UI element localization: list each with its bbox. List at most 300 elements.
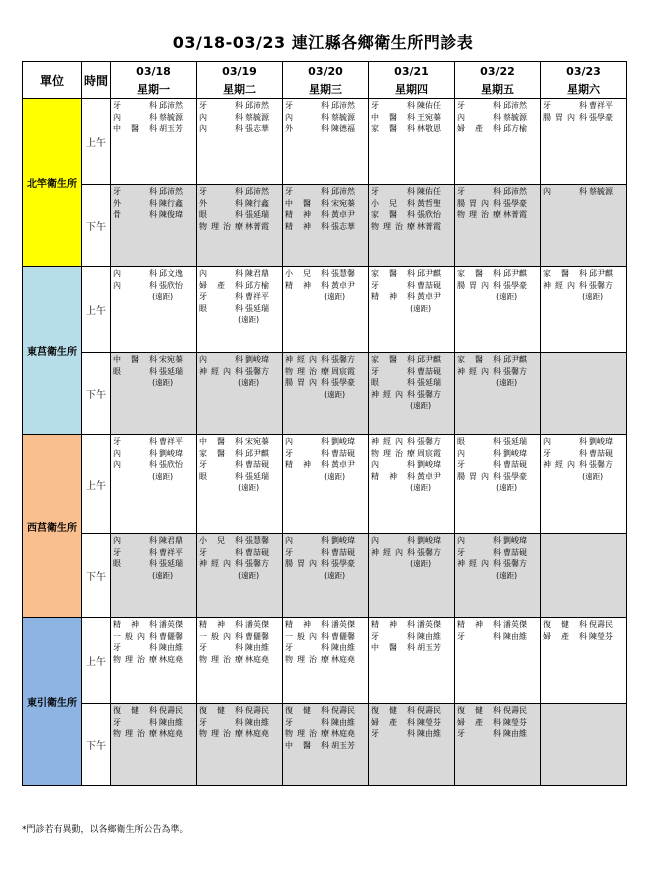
schedule-cell: [111, 435, 197, 534]
doctor-name: 劉峻瑋: [589, 437, 613, 446]
remote-note: (遠距): [496, 570, 517, 580]
schedule-cell: [369, 353, 455, 435]
doctor-name: 黃卓尹: [417, 292, 441, 302]
schedule-cell: [455, 435, 541, 534]
specialty: 神經內科: [199, 366, 243, 376]
clinic-entry: [285, 112, 367, 124]
schedule-cell: [541, 267, 627, 353]
clinic-entry: [285, 535, 367, 547]
clinic-entry: [371, 642, 453, 654]
specialty: 內科: [199, 269, 243, 278]
specialty: 小兒科: [371, 198, 415, 208]
schedule-cell: [541, 534, 627, 618]
station-name: 東莒衛生所: [23, 267, 82, 435]
remote-note: (遠距): [238, 378, 259, 388]
clinic-entry: [199, 547, 281, 559]
doctor-name: 張延瑞: [245, 303, 269, 313]
time-slot-label: 下午: [82, 353, 111, 435]
doctor-name: 黃卓尹: [331, 210, 355, 220]
specialty: 牙科: [457, 729, 501, 739]
specialty: 一般內科: [285, 631, 329, 641]
schedule-cell: [197, 353, 283, 435]
clinic-entry: [543, 448, 625, 460]
doctor-name: 劉峻瑋: [417, 460, 441, 470]
time-slot-label: 下午: [82, 704, 111, 786]
clinic-entry: [199, 448, 281, 460]
doctor-name: 張馨方: [503, 366, 527, 376]
doctor-name: 林庭堯: [159, 654, 183, 664]
specialty: 內科: [113, 269, 157, 278]
doctor-name: 陳由維: [503, 729, 527, 739]
specialty: 牙科: [285, 448, 329, 458]
clinic-entry: [285, 619, 367, 631]
clinic-entry: [285, 186, 367, 198]
specialty: 物理治療: [199, 654, 243, 664]
clinic-entry: [371, 209, 453, 221]
specialty: 復健科: [457, 706, 501, 715]
specialty: 牙科: [371, 366, 415, 376]
doctor-name: 陳行鑫: [245, 198, 269, 208]
doctor-name: 曹祥平: [589, 101, 613, 110]
specialty: 精神科: [457, 620, 501, 629]
doctor-name: 陳由維: [417, 631, 441, 641]
specialty: 牙科: [457, 101, 501, 110]
specialty: 家醫科: [371, 355, 415, 364]
clinic-entry: [285, 280, 367, 292]
clinic-entry: [457, 728, 539, 740]
clinic-entry: [199, 459, 281, 471]
specialty: 精神科: [285, 460, 329, 470]
doctor-name: 邱沛然: [503, 187, 527, 196]
clinic-entry: [457, 547, 539, 559]
doctor-name: 陳德福: [331, 124, 355, 134]
clinic-entry: [457, 198, 539, 210]
schedule-cell: [111, 185, 197, 267]
specialty: 牙科: [457, 460, 501, 470]
doctor-name: 倪壽民: [245, 706, 269, 715]
schedule-cell: [455, 618, 541, 704]
specialty: 中醫科: [199, 437, 243, 446]
doctor-name: 邱文逸: [159, 269, 183, 278]
doctor-name: 曹喆硯: [245, 547, 269, 557]
specialty: 神經內科: [457, 559, 501, 569]
specialty: 物理治療: [285, 729, 329, 739]
specialty: 物理治療: [113, 654, 157, 664]
doctor-name: 邱尹麒: [589, 269, 613, 278]
specialty: 復健科: [285, 706, 329, 715]
specialty: 牙科: [113, 101, 157, 110]
schedule-cell: [197, 435, 283, 534]
clinic-entry: [457, 280, 539, 292]
clinic-entry: [113, 354, 195, 366]
doctor-name: 張欣怡: [159, 280, 183, 290]
specialty: 外科: [113, 198, 157, 208]
remote-note: (遠距): [324, 389, 345, 399]
clinic-entry: [199, 354, 281, 366]
specialty: 家醫科: [457, 269, 501, 278]
doctor-name: 曹儷馨: [159, 631, 183, 641]
schedule-cell: [455, 534, 541, 618]
schedule-cell: [541, 704, 627, 786]
clinic-entry: [285, 436, 367, 448]
clinic-entry: [285, 366, 367, 378]
specialty: 內科: [199, 355, 243, 364]
specialty: 復健科: [543, 620, 587, 629]
clinic-entry: [199, 221, 281, 233]
date-header: 03/23: [541, 62, 627, 81]
doctor-name: 宋宛蓁: [331, 198, 355, 208]
clinic-entry: [113, 366, 195, 378]
doctor-name: 周宸霞: [331, 366, 355, 376]
clinic-entry: [199, 186, 281, 198]
clinic-entry: [371, 198, 453, 210]
clinic-entry: [285, 705, 367, 717]
schedule-cell: [541, 435, 627, 534]
specialty: 物理治療: [371, 221, 415, 231]
time-header: 時間: [82, 62, 111, 99]
clinic-entry: [199, 558, 281, 570]
schedule-cell: [369, 99, 455, 185]
schedule-cell: [455, 99, 541, 185]
doctor-name: 張慧馨: [331, 269, 355, 278]
doctor-name: 邱尹麒: [503, 355, 527, 364]
specialty: 骨科: [113, 210, 157, 220]
schedule-cell: [455, 353, 541, 435]
time-slot-label: 上午: [82, 618, 111, 704]
clinic-entry: [113, 717, 195, 729]
time-slot-label: 下午: [82, 534, 111, 618]
schedule-cell: [197, 185, 283, 267]
remote-note: (遠距): [324, 471, 345, 481]
date-header: 03/18: [111, 62, 197, 81]
specialty: 眼科: [457, 437, 501, 446]
doctor-name: 潘英傑: [245, 620, 269, 629]
specialty: 精神科: [285, 280, 329, 290]
doctor-name: 邱方榆: [245, 280, 269, 290]
doctor-name: 曹儷馨: [245, 631, 269, 641]
clinic-entry: [113, 547, 195, 559]
doctor-name: 張欣怡: [159, 460, 183, 470]
clinic-entry: [113, 186, 195, 198]
doctor-name: 蔡毓源: [159, 112, 183, 122]
clinic-entry: [285, 209, 367, 221]
specialty: 神經內科: [199, 559, 243, 569]
specialty: 內科: [113, 448, 157, 458]
remote-note: (遠距): [324, 292, 345, 302]
specialty: 內科: [457, 112, 501, 122]
remote-note: (遠距): [496, 483, 517, 493]
remote-note: (遠距): [410, 401, 431, 411]
specialty: 物理治療: [199, 221, 243, 231]
doctor-name: 林庭堯: [245, 654, 269, 664]
clinic-entry: [285, 354, 367, 366]
doctor-name: 張延瑞: [245, 471, 269, 481]
specialty: 精神科: [371, 471, 415, 481]
specialty: 物理治療: [371, 448, 415, 458]
date-header: 03/22: [455, 62, 541, 81]
specialty: 物理治療: [113, 729, 157, 739]
specialty: 牙科: [285, 717, 329, 727]
clinic-entry: [199, 112, 281, 124]
specialty: 一般內科: [113, 631, 157, 641]
clinic-entry: [457, 112, 539, 124]
clinic-entry: [285, 654, 367, 666]
specialty: 婦產科: [199, 280, 243, 290]
doctor-name: 陳佑任: [417, 101, 441, 110]
doctor-name: 張志華: [245, 124, 269, 134]
doctor-name: 曹喆硯: [331, 448, 355, 458]
specialty: 眼科: [199, 471, 243, 481]
clinic-entry: [457, 366, 539, 378]
clinic-entry: [199, 268, 281, 280]
specialty: 外科: [285, 124, 329, 134]
doctor-name: 曹喆硯: [503, 547, 527, 557]
doctor-name: 黃卓尹: [417, 471, 441, 481]
specialty: 牙科: [199, 101, 243, 110]
clinic-entry: [199, 100, 281, 112]
clinic-entry: [457, 436, 539, 448]
doctor-name: 陳由維: [159, 717, 183, 727]
doctor-name: 陳由維: [331, 717, 355, 727]
clinic-entry: [371, 280, 453, 292]
remote-note: (遠距): [582, 471, 603, 481]
specialty: 精神科: [285, 210, 329, 220]
specialty: 精神科: [371, 620, 415, 629]
doctor-name: 林菁霞: [245, 221, 269, 231]
clinic-entry: [113, 558, 195, 570]
specialty: 牙科: [285, 187, 329, 196]
schedule-cell: [111, 704, 197, 786]
doctor-name: 陳行鑫: [159, 198, 183, 208]
weekday-header: 星期六: [541, 80, 627, 99]
schedule-cell: [111, 618, 197, 704]
clinic-entry: [371, 100, 453, 112]
specialty: 內科: [113, 460, 157, 470]
specialty: 中醫科: [113, 355, 157, 364]
doctor-name: 邱沛然: [331, 101, 355, 110]
clinic-entry: [457, 459, 539, 471]
clinic-entry: [543, 112, 625, 124]
footnote: *門診若有異動，以各鄉衛生所公告為準。: [22, 825, 189, 835]
specialty: 牙科: [199, 547, 243, 557]
doctor-name: 劉峻瑋: [417, 536, 441, 545]
clinic-entry: [285, 377, 367, 389]
doctor-name: 劉峻瑋: [331, 536, 355, 545]
clinic-entry: [457, 448, 539, 460]
schedule-cell: [197, 618, 283, 704]
specialty: 牙科: [371, 280, 415, 290]
doctor-name: 林菁霞: [503, 210, 527, 220]
specialty: 復健科: [113, 706, 157, 715]
doctor-name: 胡玉芳: [159, 124, 183, 134]
doctor-name: 曹祥平: [159, 547, 183, 557]
clinic-entry: [457, 471, 539, 483]
page-title: 03/18-03/23 連江縣各鄉衛生所門診表: [172, 33, 474, 52]
specialty: 牙科: [199, 292, 243, 302]
clinic-entry: [371, 705, 453, 717]
clinic-entry: [371, 112, 453, 124]
specialty: 外科: [199, 198, 243, 208]
specialty: 精神科: [199, 620, 243, 629]
doctor-name: 蔡毓源: [245, 112, 269, 122]
clinic-entry: [199, 642, 281, 654]
doctor-name: 曹喆硯: [331, 547, 355, 557]
clinic-entry: [199, 366, 281, 378]
clinic-entry: [371, 377, 453, 389]
doctor-name: 邱沛然: [245, 187, 269, 196]
schedule-cell: [369, 185, 455, 267]
schedule-row: [23, 185, 627, 267]
specialty: 復健科: [199, 706, 243, 715]
clinic-entry: [371, 123, 453, 135]
clinic-entry: [199, 303, 281, 315]
schedule-cell: [541, 185, 627, 267]
specialty: 精神科: [113, 620, 157, 629]
clinic-entry: [543, 280, 625, 292]
doctor-name: 邱沛然: [331, 187, 355, 196]
doctor-name: 陳瑩芬: [417, 717, 441, 727]
clinic-entry: [113, 459, 195, 471]
clinic-entry: [199, 728, 281, 740]
clinic-entry: [457, 631, 539, 643]
clinic-entry: [285, 198, 367, 210]
clinic-entry: [199, 280, 281, 292]
specialty: 腸胃內科: [543, 112, 587, 122]
clinic-entry: [543, 268, 625, 280]
doctor-name: 胡玉芳: [417, 643, 441, 653]
specialty: 內科: [285, 536, 329, 545]
clinic-entry: [371, 436, 453, 448]
doctor-name: 張學豪: [503, 471, 527, 481]
clinic-entry: [285, 631, 367, 643]
doctor-name: 陳君鼎: [245, 269, 269, 278]
doctor-name: 邱尹麒: [245, 448, 269, 458]
date-header: 03/20: [283, 62, 369, 81]
specialty: 腸胃內科: [457, 280, 501, 290]
schedule-cell: [455, 185, 541, 267]
specialty: 神經內科: [543, 460, 587, 470]
specialty: 中醫科: [371, 112, 415, 122]
specialty: 物理治療: [199, 729, 243, 739]
doctor-name: 張馨方: [417, 547, 441, 557]
clinic-entry: [457, 535, 539, 547]
doctor-name: 胡玉芳: [331, 740, 355, 750]
specialty: 牙科: [371, 101, 415, 110]
clinic-entry: [199, 209, 281, 221]
doctor-name: 倪壽民: [159, 706, 183, 715]
doctor-name: 蔡毓源: [589, 187, 613, 196]
specialty: 眼科: [371, 378, 415, 388]
specialty: 內科: [113, 280, 157, 290]
specialty: 腸胃內科: [457, 198, 501, 208]
clinic-entry: [371, 547, 453, 559]
doctor-name: 潘英傑: [503, 620, 527, 629]
clinic-entry: [113, 654, 195, 666]
specialty: 內科: [457, 448, 501, 458]
doctor-name: 陳由維: [503, 631, 527, 641]
clinic-entry: [371, 366, 453, 378]
specialty: 牙科: [457, 631, 501, 641]
clinic-entry: [113, 209, 195, 221]
station-name: 北竿衛生所: [23, 99, 82, 267]
clinic-entry: [285, 268, 367, 280]
clinic-entry: [543, 619, 625, 631]
specialty: 腸胃內科: [285, 378, 329, 388]
specialty: 婦產科: [457, 124, 501, 134]
clinic-entry: [371, 728, 453, 740]
clinic-entry: [457, 186, 539, 198]
schedule-row: [23, 267, 627, 353]
clinic-entry: [199, 717, 281, 729]
clinic-entry: [543, 436, 625, 448]
specialty: 牙科: [113, 643, 157, 653]
schedule-cell: [369, 435, 455, 534]
doctor-name: 張學豪: [331, 378, 355, 388]
specialty: 內科: [457, 536, 501, 545]
doctor-name: 邱沛然: [159, 187, 183, 196]
doctor-name: 陳俊瑋: [159, 210, 183, 220]
clinic-entry: [113, 631, 195, 643]
schedule-cell: [111, 267, 197, 353]
clinic-entry: [199, 631, 281, 643]
clinic-entry: [371, 471, 453, 483]
doctor-name: 王宛蓁: [417, 112, 441, 122]
remote-note: (遠距): [496, 378, 517, 388]
doctor-name: 張馨方: [503, 559, 527, 569]
doctor-name: 劉峻瑋: [331, 437, 355, 446]
clinic-entry: [543, 631, 625, 643]
specialty: 眼科: [199, 210, 243, 220]
doctor-name: 張學豪: [331, 559, 355, 569]
doctor-name: 曹祥平: [245, 292, 269, 302]
clinic-entry: [457, 558, 539, 570]
clinic-entry: [113, 280, 195, 292]
specialty: 牙科: [199, 187, 243, 196]
doctor-name: 蔡毓源: [503, 112, 527, 122]
specialty: 牙科: [457, 187, 501, 196]
weekday-header: 星期五: [455, 80, 541, 99]
clinic-entry: [199, 619, 281, 631]
date-header: 03/21: [369, 62, 455, 81]
schedule-cell: [111, 353, 197, 435]
clinic-entry: [199, 471, 281, 483]
doctor-name: 張學豪: [503, 280, 527, 290]
clinic-entry: [113, 705, 195, 717]
specialty: 家醫科: [371, 124, 415, 134]
doctor-name: 宋宛蓁: [159, 355, 183, 364]
doctor-name: 張欣怡: [417, 210, 441, 220]
specialty: 神經內科: [285, 355, 329, 364]
doctor-name: 張馨方: [245, 366, 269, 376]
doctor-name: 劉峻瑋: [245, 355, 269, 364]
clinic-entry: [543, 459, 625, 471]
specialty: 家醫科: [199, 448, 243, 458]
doctor-name: 邱尹麒: [417, 355, 441, 364]
doctor-name: 潘英傑: [159, 620, 183, 629]
clinic-entry: [113, 448, 195, 460]
doctor-name: 曹喆硯: [245, 460, 269, 470]
clinic-entry: [285, 558, 367, 570]
schedule-cell: [283, 534, 369, 618]
doctor-name: 張延瑞: [417, 378, 441, 388]
remote-note: (遠距): [410, 559, 431, 569]
doctor-name: 曹喆硯: [503, 460, 527, 470]
schedule-cell: [283, 435, 369, 534]
remote-note: (遠距): [410, 303, 431, 313]
weekday-header: 星期四: [369, 80, 455, 99]
specialty: 神經內科: [371, 547, 415, 557]
date-header: 03/19: [197, 62, 283, 81]
